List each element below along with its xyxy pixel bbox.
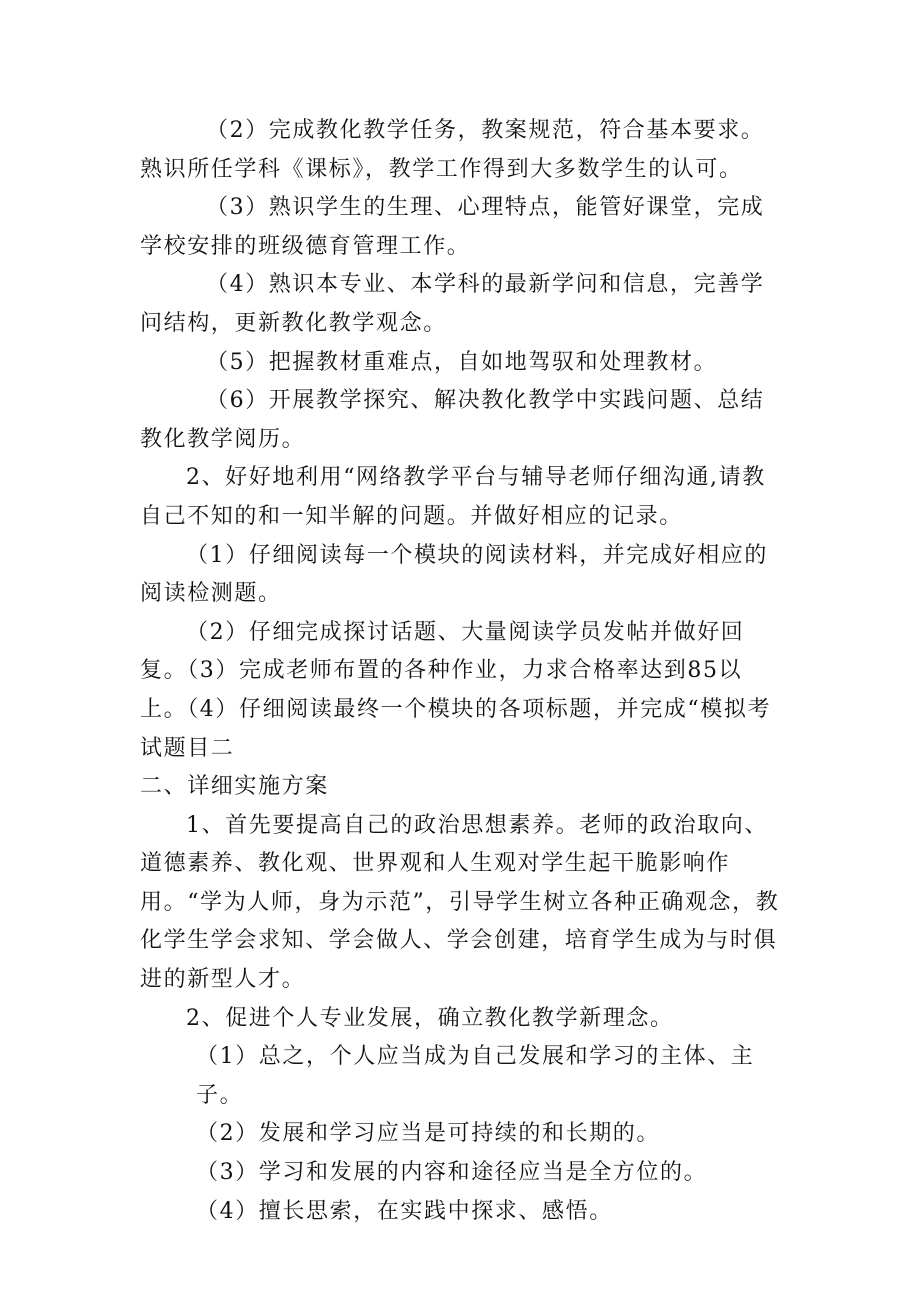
paragraph-item-2: （2）完成教化教学任务，教案规范，符合基本要求。熟识所任学科《课标》，教学工作得到大多数学生的认可。 <box>140 118 765 182</box>
paragraph-item-4: （4）熟识本专业、本学科的最新学问和信息，完善学问结构，更新教化教学观念。 <box>140 272 765 336</box>
document-body <box>140 112 780 1231</box>
paragraph-plan-2: 2、促进个人专业发展，确立教化教学新理念。 <box>186 1005 674 1031</box>
paragraph-point-2: 2、好好地利用“网络教学平台与辅导老师仔细沟通,请教自己不知的和一知半解的问题。并做好相应的记录。 <box>140 465 766 529</box>
paragraph-item-5: （5）把握教材重难点，自如地驾驭和处理教材。 <box>206 349 718 375</box>
paragraph-plan-item-3: （3）学习和发展的内容和途径应当是全方位的。 <box>196 1160 708 1186</box>
paragraph-plan-1: 1、首先要提高自己的政治思想素养。老师的政治取向、道德素养、教化观、世界观和人生观对学生起干脆影响作用。“学为人师，身为示范”，引导学生树立各种正确观念，教化学生学会求知、学会做人、学会创建，培育学生成为与时俱进的新型人才。 <box>140 812 780 993</box>
paragraph-subitem-1: （1）仔细阅读每一个模块的阅读材料，并完成好相应的阅读检测题。 <box>140 542 768 607</box>
paragraph-subitems-2-4: （2）仔细完成探讨话题、大量阅读学员发帖并做好回复。（3）完成老师布置的各种作业，力求合格率达到85以上。（4）仔细阅读最终一个模块的各项标题，并完成“模拟考试题目二 <box>140 619 772 761</box>
paragraph-item-3: （3）熟识学生的生理、心理特点，能管好课堂，完成学校安排的班级德育管理工作。 <box>140 195 765 259</box>
paragraph-plan-item-4: （4）擅长思索，在实践中探求、感悟。 <box>196 1198 613 1224</box>
paragraph-plan-item-1: （1）总之，个人应当成为自己发展和学习的主体、主子。 <box>196 1044 755 1108</box>
paragraph-item-6: （6）开展教学探究、解决教化教学中实践问题、总结教化教学阅历。 <box>140 388 765 452</box>
section-heading: 二、详细实施方案 <box>140 774 329 800</box>
paragraph-plan-item-2: （2）发展和学习应当是可持续的和长期的。 <box>196 1121 660 1147</box>
